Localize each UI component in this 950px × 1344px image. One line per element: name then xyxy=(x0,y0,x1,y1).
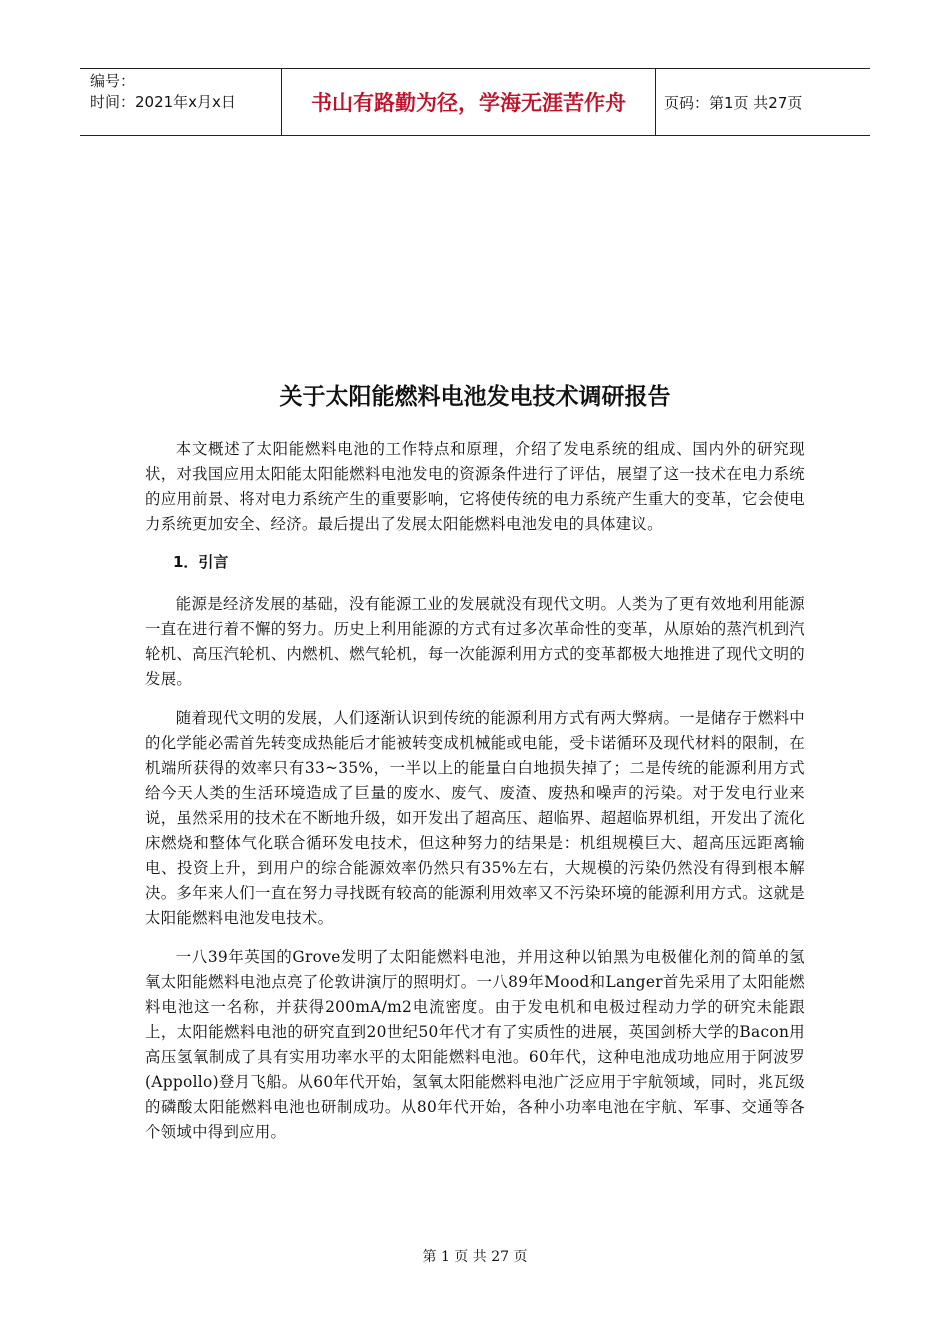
body-paragraph: 能源是经济发展的基础，没有能源工业的发展就没有现代文明。人类为了更有效地利用能源一直在进行着不懈的努力。历史上利用能源的方式有过多次革命性的变革，从原始的蒸汽机到汽轮机、高压汽轮机、内燃机、燃气轮机，每一次能源利用方式的变革都极大地推进了现代文明的发展。 xyxy=(145,595,805,688)
header-meta xyxy=(80,69,281,135)
header-date-label: 时间：2021年x月x日 xyxy=(90,93,236,111)
body-paragraph: 一八39年英国的Grove发明了太阳能燃料电池，并用这种以铂黑为电极催化剂的简单的氢氧太阳能燃料电池点亮了伦敦讲演厅的照明灯。一八89年Mood和Langer首先采用了太阳能燃料电池这一名称，并获得200mA/m2电流密度。由于发电机和电极过程动力学的研究未能跟上，太阳能燃料电池的研究直到20世纪50年代才有了实质性的进展，英国剑桥大学的Bacon用高压氢氧制成了具有实用功率水平的太阳能燃料电池。60年代，这种电池成功地应用于阿波罗(Appollo)登月飞船。从60年代开始，氢氧太阳能燃料电池广泛应用于宇航领域，同时，兆瓦级的磷酸太阳能燃料电池也研制成功。从80年代开始，各种小功率电池在宇航、军事、交通等各个领域中得到应用。 xyxy=(145,948,805,1141)
page-footer: 第 1 页 共 27 页 xyxy=(422,1249,528,1265)
section-heading-introduction: 1．引言 xyxy=(173,553,229,571)
body-paragraph: 随着现代文明的发展，人们逐渐认识到传统的能源利用方式有两大弊病。一是储存于燃料中的化学能必需首先转变成热能后才能被转变成机械能或电能，受卡诺循环及现代材料的限制，在机端所获得的效率只有33~35%，一半以上的能量白白地损失掉了；二是传统的能源利用方式给今天人类的生活环境造成了巨量的废水、废气、废渣、废热和噪声的污染。对于发电行业来说，虽然采用的技术在不断地升级，如开发出了超高压、超临界、超超临界机组，开发出了流化床燃烧和整体气化联合循环发电技术，但这种努力的结果是：机组规模巨大、超高压远距离输电、投资上升，到用户的综合能源效率仍然只有35%左右，大规模的污染仍然没有得到根本解决。多年来人们一直在努力寻找既有较高的能源利用效率又不污染环境的能源利用方式。这就是太阳能燃料电池发电技术。 xyxy=(145,709,805,927)
document-title: 关于太阳能燃料电池发电技术调研报告 xyxy=(279,384,671,410)
page-header xyxy=(80,68,870,136)
abstract-paragraph: 本文概述了太阳能燃料电池的工作特点和原理，介绍了发电系统的组成、国内外的研究现状，对我国应用太阳能太阳能燃料电池发电的资源条件进行了评估，展望了这一技术在电力系统的应用前景、将对电力系统产生的重要影响，它将使传统的电力系统产生重大的变革，它会使电力系统更加安全、经济。最后提出了发展太阳能燃料电池发电的具体建议。 xyxy=(145,440,805,533)
header-page-info: 页码：第1页 共27页 xyxy=(664,93,803,112)
header-number-label: 编号： xyxy=(90,72,136,90)
header-motto: 书山有路勤为径，学海无涯苦作舟 xyxy=(281,69,656,135)
document-body xyxy=(145,437,805,1159)
